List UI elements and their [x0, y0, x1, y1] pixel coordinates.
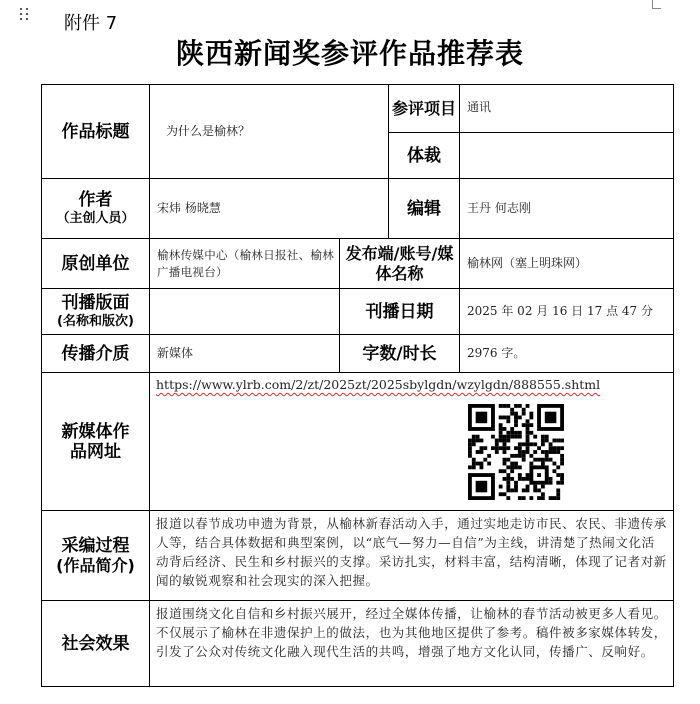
wordcount-label-cell: 字数/时长 [340, 335, 460, 373]
platform-value-cell[interactable]: 榆林网（塞上明珠网） [460, 239, 674, 289]
date-value-cell[interactable]: 2025 年 02 月 16 日 17 点 47 分 [460, 289, 674, 335]
work-url-link[interactable]: https://www.ylrb.com/2/zt/2025zt/2025sbylgdn/wzylgdn/888555.shtml [156, 377, 601, 392]
wordcount-value-cell[interactable]: 2976 字。 [460, 335, 674, 373]
editor-label-cell: 编辑 [389, 179, 460, 239]
title-value-cell[interactable]: 为什么是榆林？ [150, 85, 389, 179]
margin-corner-mark [652, 0, 661, 9]
date-label-cell: 刊播日期 [340, 289, 460, 335]
medium-label-cell: 传播介质 [42, 335, 150, 373]
effect-label-cell: 社会效果 [42, 601, 150, 687]
qr-code-icon [468, 404, 564, 500]
process-label-cell: 采编过程 (作品简介) [42, 511, 150, 601]
url-value-cell[interactable] [150, 373, 674, 511]
title-label-cell: 作品标题 [42, 85, 150, 179]
genre-value-cell[interactable] [460, 133, 674, 179]
url-label-cell: 新媒体作品网址 [42, 373, 150, 511]
layout-label-cell: 刊播版面 (名称和版次) [42, 289, 150, 335]
unit-label-cell: 原创单位 [42, 239, 150, 289]
layout-value-cell[interactable] [150, 289, 340, 335]
drag-handle-icon[interactable] [20, 8, 32, 24]
author-label-cell: 作者 （主创人员） [42, 179, 150, 239]
platform-label-cell: 发布端/账号/媒体名称 [340, 239, 460, 289]
unit-value-cell[interactable]: 榆林传媒中心（榆林日报社、榆林广播电视台） [150, 239, 340, 289]
medium-value-cell[interactable]: 新媒体 [150, 335, 340, 373]
recommendation-form-table [41, 84, 674, 687]
category-label-cell: 参评项目 [389, 85, 460, 133]
attachment-label: 附件 7 [64, 13, 118, 34]
editor-value-cell[interactable]: 王丹 何志刚 [460, 179, 674, 239]
author-value-cell[interactable]: 宋炜 杨晓慧 [150, 179, 389, 239]
process-text-cell[interactable]: 报道以春节成功申遗为背景，从榆林新春活动入手，通过实地走访市民、农民、非遗传承人等，结合具体数据和典型案例，以“底气—努力—自信”为主线，讲清楚了热闹文化活动背后经济、民生和乡村振兴的支撑。采访扎实，材料丰富，结构清晰，体现了记者对新闻的敏锐观察和社会现实的深入把握。 [150, 511, 674, 601]
effect-text-cell[interactable]: 报道围绕文化自信和乡村振兴展开，经过全媒体传播，让榆林的春节活动被更多人看见。不仅展示了榆林在非遗保护上的做法，也为其他地区提供了参考。稿件被多家媒体转发，引发了公众对传统文化融入现代生活的共鸣，增强了地方文化认同，传播广、反响好。 [150, 601, 674, 687]
category-value-cell[interactable]: 通讯 [460, 85, 674, 133]
page-title: 陕西新闻奖参评作品推荐表 [175, 37, 524, 70]
genre-label-cell: 体裁 [389, 133, 460, 179]
